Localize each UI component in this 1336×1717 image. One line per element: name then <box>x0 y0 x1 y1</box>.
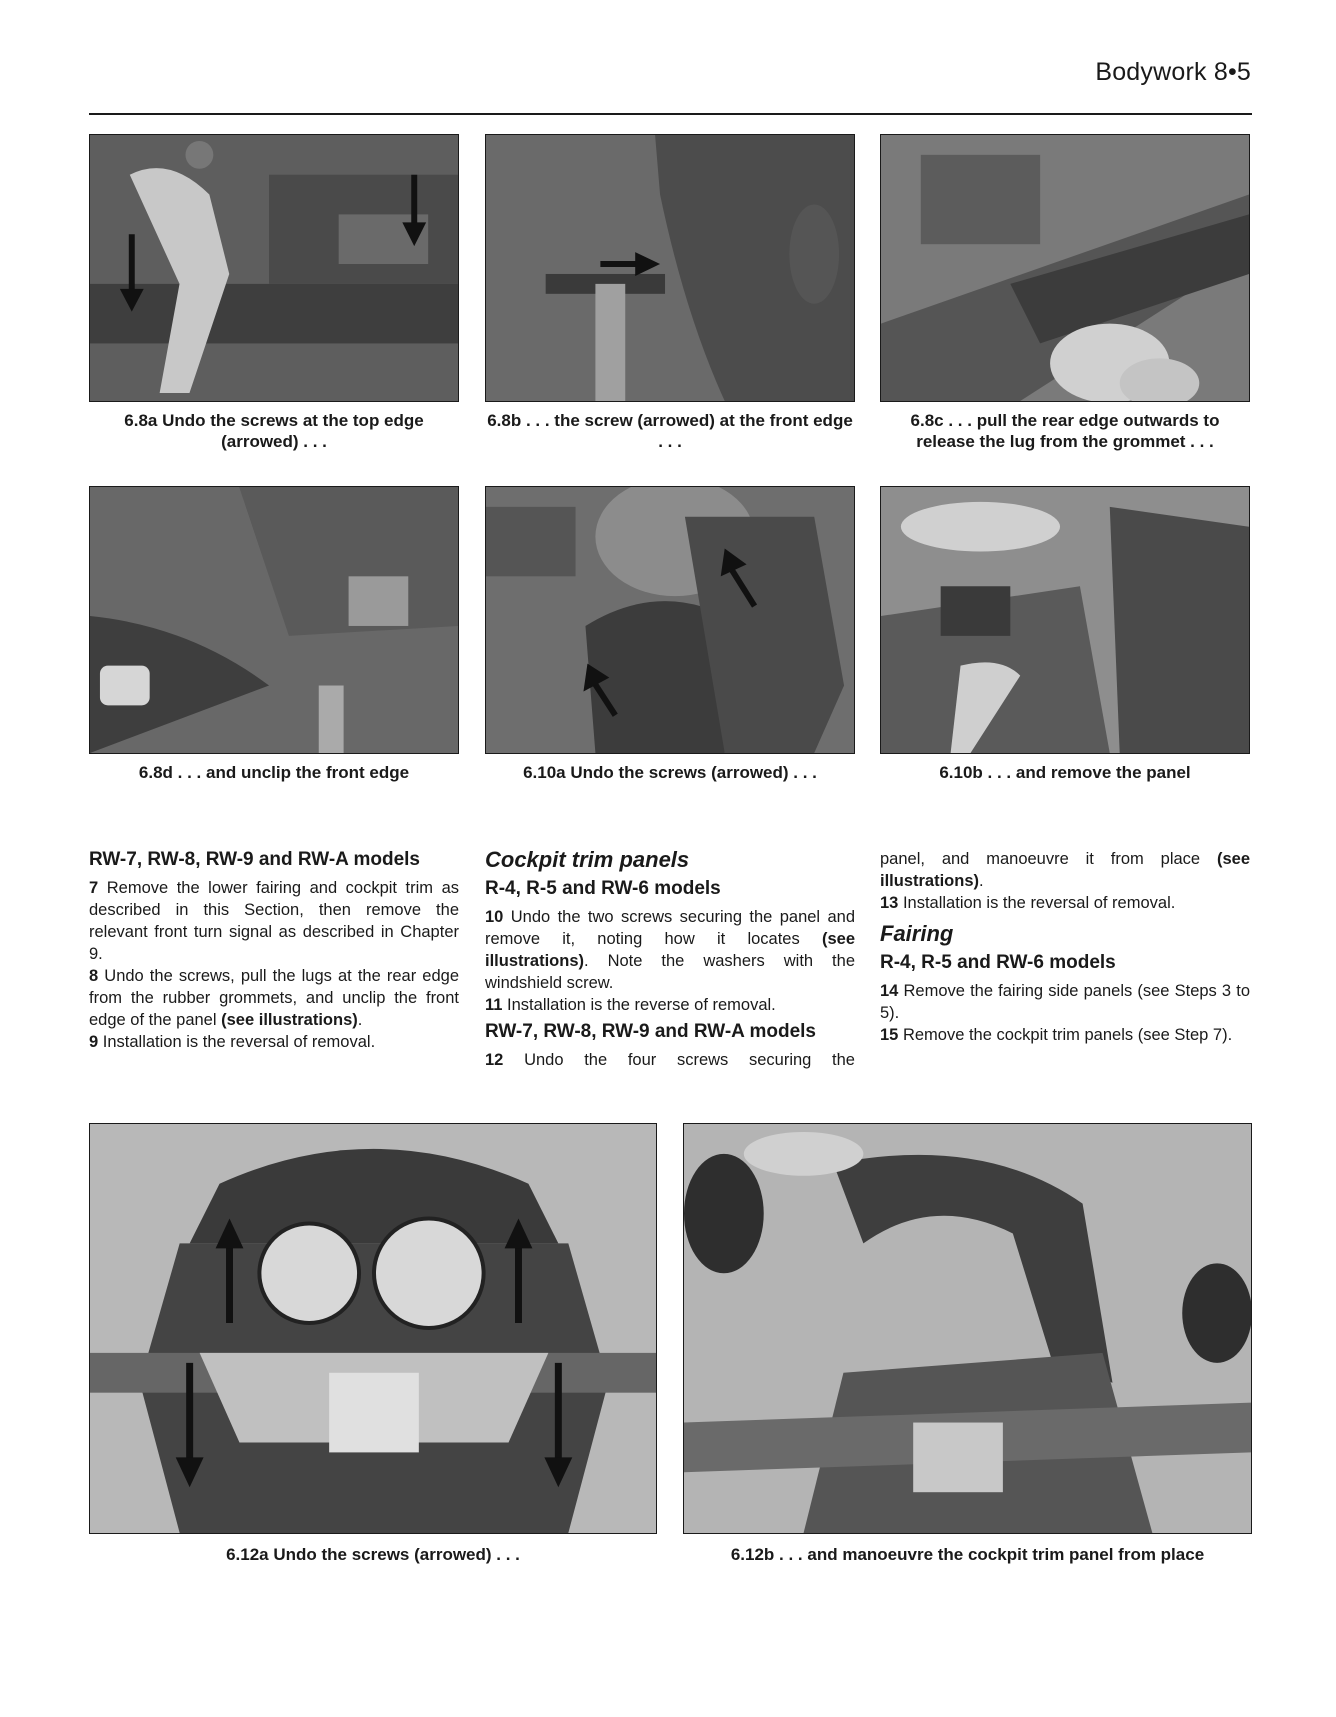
text-column-1 <box>89 848 459 1053</box>
caption-6-8d: 6.8d . . . and unclip the front edge <box>138 763 410 782</box>
heading-r4-models-fairing: R-4, R-5 and RW-6 models <box>880 952 1116 973</box>
step-12-continued: panel, and manoeuvre it from place (see illustrations). <box>880 850 1250 890</box>
step-11: 11 Installation is the reverse of removal. <box>485 996 776 1014</box>
caption-6-10a: 6.10a Undo the screws (arrowed) . . . <box>523 763 817 782</box>
caption-6-8c: 6.8c . . . pull the rear edge outwards to release the lug from the grommet . . . <box>910 411 1220 451</box>
text-column-2 <box>485 846 855 1071</box>
step-10: 10 Undo the two screws securing the panel and remove it, noting how it locates (see illustrations). Note the washers with the windshield screw. <box>485 908 855 992</box>
caption-6-8b: 6.8b . . . the screw (arrowed) at the front edge . . . <box>487 411 853 451</box>
header-rule <box>89 113 1252 115</box>
photo-6-8d <box>89 486 459 754</box>
photo-6-8c <box>880 134 1250 402</box>
caption-6-12a: 6.12a Undo the screws (arrowed) . . . <box>226 1545 520 1564</box>
photo-6-8b <box>485 134 855 402</box>
photo-6-12a <box>89 1123 657 1534</box>
text-column-3 <box>880 848 1250 1046</box>
heading-rw7-models: RW-7, RW-8, RW-9 and RW-A models <box>89 849 420 870</box>
step-12: 12 Undo the four screws securing the <box>485 1051 855 1069</box>
page-header: Bodywork 8•5 <box>1095 58 1251 86</box>
photo-6-10b <box>880 486 1250 754</box>
step-7: 7 Remove the lower fairing and cockpit trim as described in this Section, then remove the relevant front turn signal as described in Chapter 9. <box>89 879 459 963</box>
photo-6-12b <box>683 1123 1252 1534</box>
step-15: 15 Remove the cockpit trim panels (see Step 7). <box>880 1026 1233 1044</box>
section-cockpit-trim-panels: Cockpit trim panels <box>485 847 690 872</box>
step-8: 8 Undo the screws, pull the lugs at the rear edge from the rubber grommets, and unclip the front edge of the panel (see illustrations). <box>89 967 459 1029</box>
step-14: 14 Remove the fairing side panels (see Steps 3 to 5). <box>880 982 1250 1022</box>
caption-6-12b: 6.12b . . . and manoeuvre the cockpit trim panel from place <box>730 1545 1205 1564</box>
step-9: 9 Installation is the reversal of removal. <box>89 1033 376 1051</box>
caption-6-8a: 6.8a Undo the screws at the top edge (arrowed) . . . <box>124 411 424 451</box>
heading-r4-models: R-4, R-5 and RW-6 models <box>485 878 721 899</box>
caption-6-10b: 6.10b . . . and remove the panel <box>939 763 1191 782</box>
photo-6-8a <box>89 134 459 402</box>
section-fairing: Fairing <box>880 921 954 946</box>
step-13: 13 Installation is the reversal of removal. <box>880 894 1176 912</box>
heading-rw7-models-2: RW-7, RW-8, RW-9 and RW-A models <box>485 1021 816 1042</box>
photo-6-10a <box>485 486 855 754</box>
